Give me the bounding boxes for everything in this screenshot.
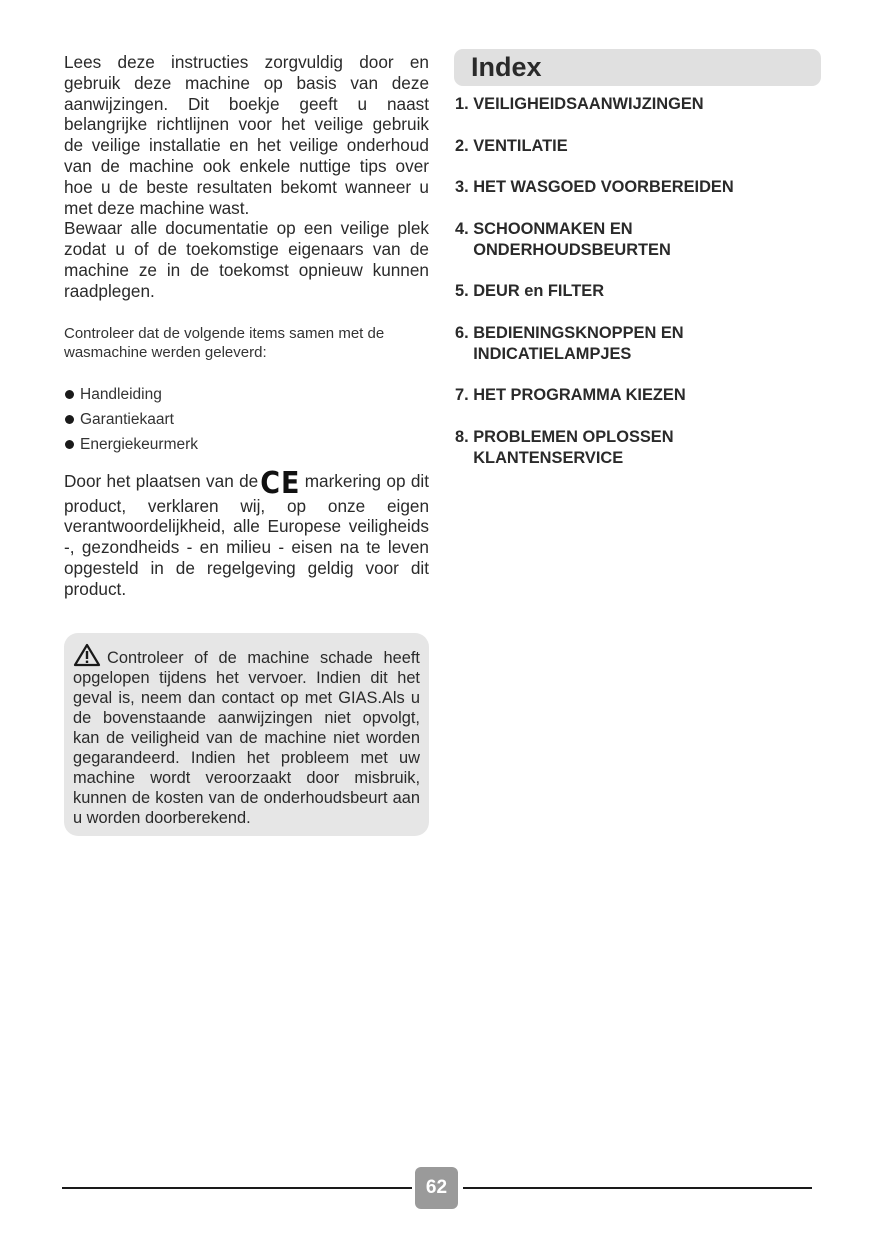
- warning-triangle-icon: [73, 643, 101, 667]
- delivery-list: [64, 382, 429, 457]
- list-item: Energiekeurmerk: [64, 432, 429, 457]
- index-item: 8. PROBLEMEN OPLOSSEN KLANTENSERVICE: [455, 427, 674, 467]
- footer-rule-left: [62, 1187, 412, 1189]
- ce-mark-icon: CE: [260, 465, 301, 501]
- ce-text-before: Door het plaatsen van de: [64, 470, 259, 491]
- index-item: 2. VENTILATIE: [455, 136, 568, 155]
- index-item: 6. BEDIENINGSKNOPPEN EN INDICATIELAMPJES: [455, 323, 684, 363]
- index-item: 7. HET PROGRAMMA KIEZEN: [455, 386, 686, 405]
- index-title: Index: [471, 52, 542, 82]
- page-number: 62: [415, 1167, 458, 1209]
- index-item: 5. DEUR en FILTER: [455, 282, 605, 301]
- delivery-intro: Controleer dat de volgende items samen met de wasmachine werden geleverd:: [64, 324, 385, 361]
- index-header: [454, 49, 821, 86]
- index-item: 1. VEILIGHEIDSAANWIJZINGEN: [455, 95, 704, 113]
- index-item: 4. SCHOONMAKEN EN ONDERHOUDSBEURTEN: [455, 219, 671, 259]
- warning-text: Controleer of de machine schade heeft opgelopen tijdens het vervoer. Indien dit het geval is, neem dan contact op met GIAS.Als u de bovenstaande aanwijzingen niet opvolgt, kan de veiligheid van de machine niet worden gegarandeerd. Indien het probleem met uw machine wordt veroorzaakt door misbruik, kunnen de kosten van de onderhoudsbeurt aan u worden doorberekend.: [73, 649, 420, 827]
- left-column: [64, 52, 429, 600]
- index-list: [455, 94, 825, 489]
- storage-paragraph: Bewaar alle documentatie op een veilige plek zodat u of de toekomstige eigenaars van de machine ze in de toekomst opnieuw kunnen raadplegen.: [64, 218, 429, 301]
- index-item: 3. HET WASGOED VOORBEREIDEN: [455, 178, 734, 197]
- intro-paragraph: Lees deze instructies zorgvuldig door en gebruik deze machine op basis van deze aanwijzingen. Dit boekje geeft u naast belangrijke richtlijnen voor het veilige gebruik de veilige installatie en het veilige onderhoud van de machine ook enkele nuttige tips over hoe u de beste resultaten bekomt wanneer u met deze machine wast.: [64, 52, 429, 218]
- list-item: Handleiding: [64, 382, 429, 407]
- footer-rule-right: [463, 1187, 812, 1189]
- ce-text-after: markering op dit product, verklaren wij, op onze eigen verantwoordelijkheid, alle Europese veiligheids -, gezondheids - en milieu - eisen na te leven opgesteld in de regelgeving geldig voor dit product.: [64, 470, 429, 599]
- warning-box: [64, 633, 429, 836]
- ce-declaration: [64, 465, 429, 600]
- warning-text-block: [73, 643, 420, 828]
- list-item: Garantiekaart: [64, 407, 429, 432]
